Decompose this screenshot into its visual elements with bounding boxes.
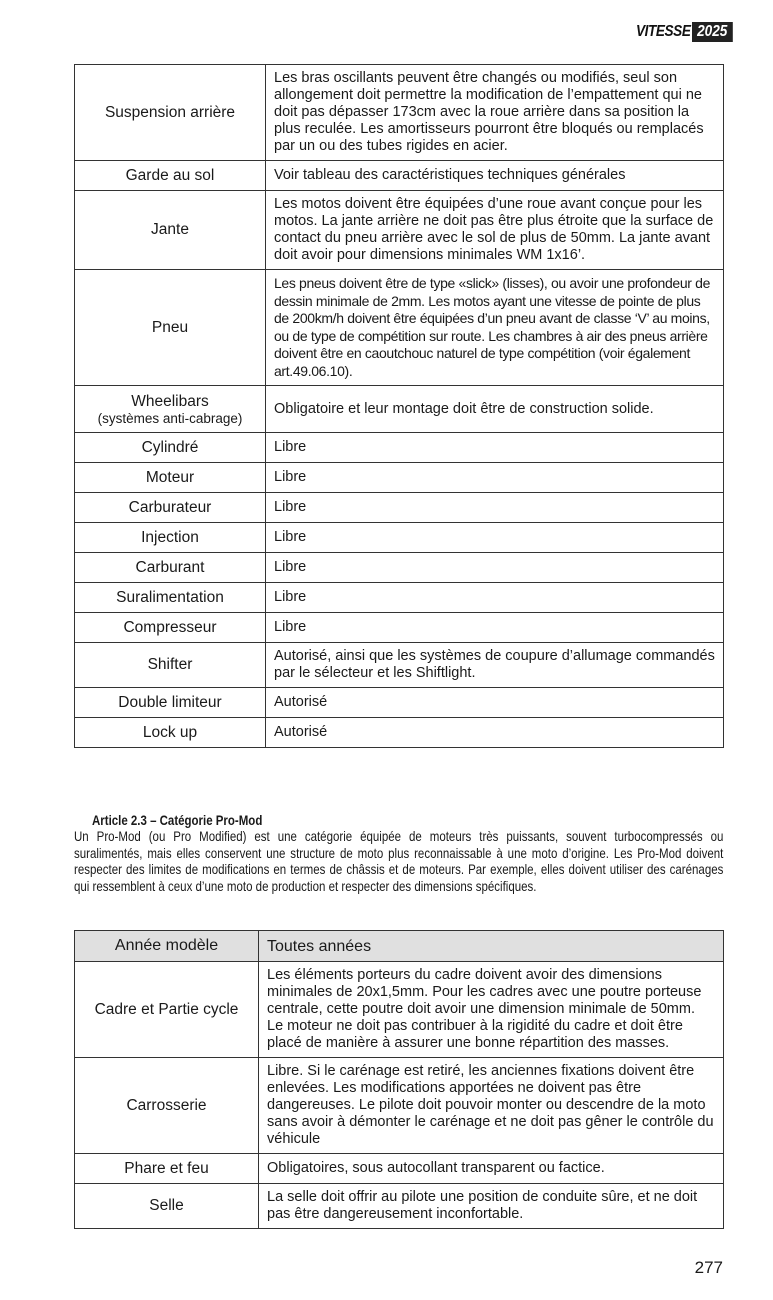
row-label: Double limiteur [75,688,266,718]
row-value: Obligatoires, sous autocollant transparent ou factice. [259,1154,724,1184]
table-row [75,718,724,748]
header-year-badge: 2025 [692,22,732,42]
table-row [75,1184,724,1229]
specs-table-2 [74,930,724,1229]
table-row [75,523,724,553]
row-label: Jante [75,191,266,270]
row-value: Libre. Si le carénage est retiré, les anciennes fixations doivent être enlevées. Les modifications apportées ne doivent pas être dangereuses. Le pilote doit pouvoir monter ou descendre de la moto sans avoir à démonter le carénage et ne doit pas gêner le contrôle du véhicule [259,1058,724,1154]
row-value: Libre [266,613,724,643]
table-row [75,688,724,718]
table-row [75,433,724,463]
article-title: Article 2.3 – Catégorie Pro-Mod [92,812,263,828]
row-label: Cylindré [75,433,266,463]
page-number: 277 [694,1258,723,1277]
row-value: Libre [266,553,724,583]
row-label: Selle [75,1184,259,1229]
row-value: Libre [266,583,724,613]
row-label: Carburateur [75,493,266,523]
article-body: Un Pro-Mod (ou Pro Modified) est une catégorie équipée de moteurs très puissants, souvent turbocompressés ou suralimentés, mais elles conservent une structure de moto plus reconnaissable à une moto d’origine. Les Pro-Mod doivent respecter des limites de modifications en termes de châssis et de moteurs. Par exemple, elles doivent utiliser des carénages qui ressemblent à ceux d’une moto de production et respecter des dimensions spécifiques. [74,828,724,894]
row-value: La selle doit offrir au pilote une position de conduite sûre, et ne doit pas être dangereusement inconfortable. [259,1184,724,1229]
table-row [75,270,724,386]
row-label: Cadre et Partie cycle [75,962,259,1058]
row-value: Autorisé [266,718,724,748]
table-row [75,493,724,523]
row-label: Compresseur [75,613,266,643]
row-label: Carburant [75,553,266,583]
table-row [75,1058,724,1154]
row-value: Libre [266,463,724,493]
row-value: Libre [266,493,724,523]
row-label: Carrosserie [75,1058,259,1154]
row-value: Obligatoire et leur montage doit être de construction solide. [266,386,724,433]
row-value: Voir tableau des caractéristiques techniques générales [266,161,724,191]
row-label: Suspension arrière [75,65,266,161]
table-row [75,1154,724,1184]
row-label: Phare et feu [75,1154,259,1184]
row-value: Libre [266,523,724,553]
row-label: Lock up [75,718,266,748]
table-row [75,65,724,161]
row-label: Suralimentation [75,583,266,613]
row-label [75,386,266,433]
table-row [75,962,724,1058]
table-row [75,463,724,493]
table-row [75,613,724,643]
table-row [75,553,724,583]
row-label: Garde au sol [75,161,266,191]
row-label: Moteur [75,463,266,493]
table-row [75,643,724,688]
row-value: Les pneus doivent être de type «slick» (lisses), ou avoir une profondeur de dessin minimale de 2mm. Les motos ayant une vitesse de pointe de plus de 200km/h doivent être équipées d’un pneu avant de classe ‘V’ au moins, ou de type de compétition sur route. Les chambres à air des pneus arrière doivent être en caoutchouc naturel de type compétition (voir également art.49.06.10). [266,270,724,386]
row-value: Libre [266,433,724,463]
row-label: Injection [75,523,266,553]
row-value: Les bras oscillants peuvent être changés ou modifiés, seul son allongement doit permettre la modification de l’empattement qui ne doit pas dépasser 173cm avec la roue arrière dans sa position la plus reculée. Les amortisseurs pourront être bloqués ou remplacés par un ou des tubes rigides en acier. [266,65,724,161]
header-value: Toutes années [259,931,724,962]
row-value: Autorisé, ainsi que les systèmes de coupure d’allumage commandés par le sélecteur et les Shiftlight. [266,643,724,688]
header-title: VITESSE [636,23,691,40]
specs-table-1 [74,64,724,748]
row-value: Autorisé [266,688,724,718]
row-label: Pneu [75,270,266,386]
table-row [75,583,724,613]
row-label-main: Wheelibars [131,392,209,410]
table-row [75,161,724,191]
running-header [636,22,740,42]
row-value: Les éléments porteurs du cadre doivent avoir des dimensions minimales de 20x1,5mm. Pour les cadres avec une poutre porteuse centrale, cette poutre doit avoir une dimension minimale de 50mm. Le moteur ne doit pas contribuer à la rigidité du cadre et doit être placé de manière à assurer une bonne répartition des masses. [259,962,724,1058]
row-label: Shifter [75,643,266,688]
table-row [75,386,724,433]
table-header-row [75,931,724,962]
header-label: Année modèle [75,931,259,962]
table-row [75,191,724,270]
row-label-sub: (systèmes anti-cabrage) [97,410,243,426]
row-value: Les motos doivent être équipées d’une roue avant conçue pour les motos. La jante arrière ne doit pas être plus étroite que la surface de contact du pneu arrière avec le sol de plus de 50mm. La jante avant doit avoir pour dimensions minimales WM 1x16’. [266,191,724,270]
